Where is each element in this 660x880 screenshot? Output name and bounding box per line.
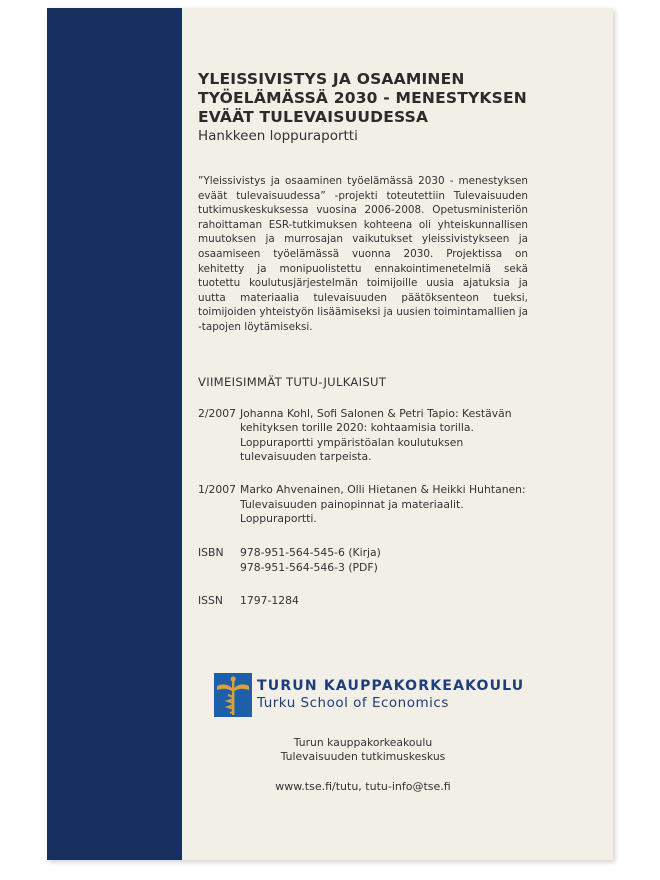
- title-line: EVÄÄT TULEVAISUUDESSA: [198, 108, 429, 126]
- institution-line: Turun kauppakorkeakoulu: [293, 736, 433, 749]
- isbn-label-spacer: [198, 560, 240, 575]
- emblem-knob: [231, 676, 236, 681]
- isbn-row: [198, 560, 528, 575]
- isbn-value: 978-951-564-546-3 (PDF): [240, 560, 378, 574]
- mercury-emblem-icon: [214, 673, 252, 717]
- mercury-emblem-graphic: [214, 673, 252, 717]
- report-subtitle: Hankkeen loppuraportti: [198, 128, 358, 144]
- title-line: TYÖELÄMÄSSÄ 2030 - MENESTYKSEN: [198, 89, 527, 107]
- spine-band: [47, 8, 182, 860]
- isbn-value: 978-951-564-545-6 (Kirja): [240, 545, 381, 559]
- web-contact: www.tse.fi/tutu, tutu-info@tse.fi: [275, 780, 451, 793]
- tse-logo: [214, 673, 524, 717]
- isbn-row: [198, 545, 528, 560]
- publication-list: [198, 407, 528, 527]
- title-line: YLEISSIVISTYS JA OSAAMINEN: [198, 70, 465, 88]
- publication-text: Johanna Kohl, Sofi Salonen & Petri Tapio: Kestävän kehityksen torille 2020: kohtaamisia torilla. Loppuraportti ympäristöalan koulutuksen tulevaisuuden tarpeista.: [240, 406, 512, 464]
- issn-value: 1797-1284: [240, 593, 299, 607]
- publication-number: 2/2007: [198, 406, 236, 420]
- cover-content: [198, 70, 528, 608]
- report-title: [198, 70, 528, 127]
- publication-text: Marko Ahvenainen, Olli Hietanen & Heikki Huhtanen: Tulevaisuuden painopinnat ja materiaalit. Loppuraportti.: [240, 482, 526, 526]
- publication-number: 1/2007: [198, 482, 236, 496]
- isbn-block: [198, 545, 528, 575]
- institution-line: Tulevaisuuden tutkimuskeskus: [280, 750, 446, 763]
- issn-row: [198, 593, 528, 608]
- issn-label: ISSN: [198, 593, 223, 607]
- institution-info: [198, 736, 528, 764]
- recent-publications-heading: VIIMEISIMMÄT TUTU-JULKAISUT: [198, 374, 387, 389]
- logo-wordmark: [257, 678, 524, 712]
- logo-name-finnish: TURUN KAUPPAKORKEAKOULU: [257, 678, 525, 694]
- abstract-paragraph: ”Yleissivistys ja osaaminen työelämässä 2030 - menestyksen eväät tulevaisuudessa” -projekti toteutettiin Tulevaisuuden tutkimuskeskuksessa vuosina 2006-2008. Opetusministeriön rahoittaman ESR-tutkimuksen kohteena oli yhteiskunnallisen muutoksen ja murrosajan vaikutukset yleissivistykseen ja osaamiseen työelämässä vuonna 2030. Projektissa on kehitetty ja monipuolistettu ennakointimenetelmiä sekä tuotettu koulutusjärjestelmän toimijoille uusia ajatuksia ja uutta materiaalia tulevaisuuden päätöksenteon tueksi, toimijoiden yhteistyön lisäämiseksi ja uusien toimintamallien ja -tapojen löytämiseksi.: [198, 175, 529, 333]
- publication-item: [198, 483, 528, 527]
- isbn-label: ISBN: [198, 545, 224, 559]
- issn-block: [198, 593, 528, 608]
- logo-name-english: Turku School of Economics: [257, 695, 449, 711]
- publication-item: [198, 407, 528, 465]
